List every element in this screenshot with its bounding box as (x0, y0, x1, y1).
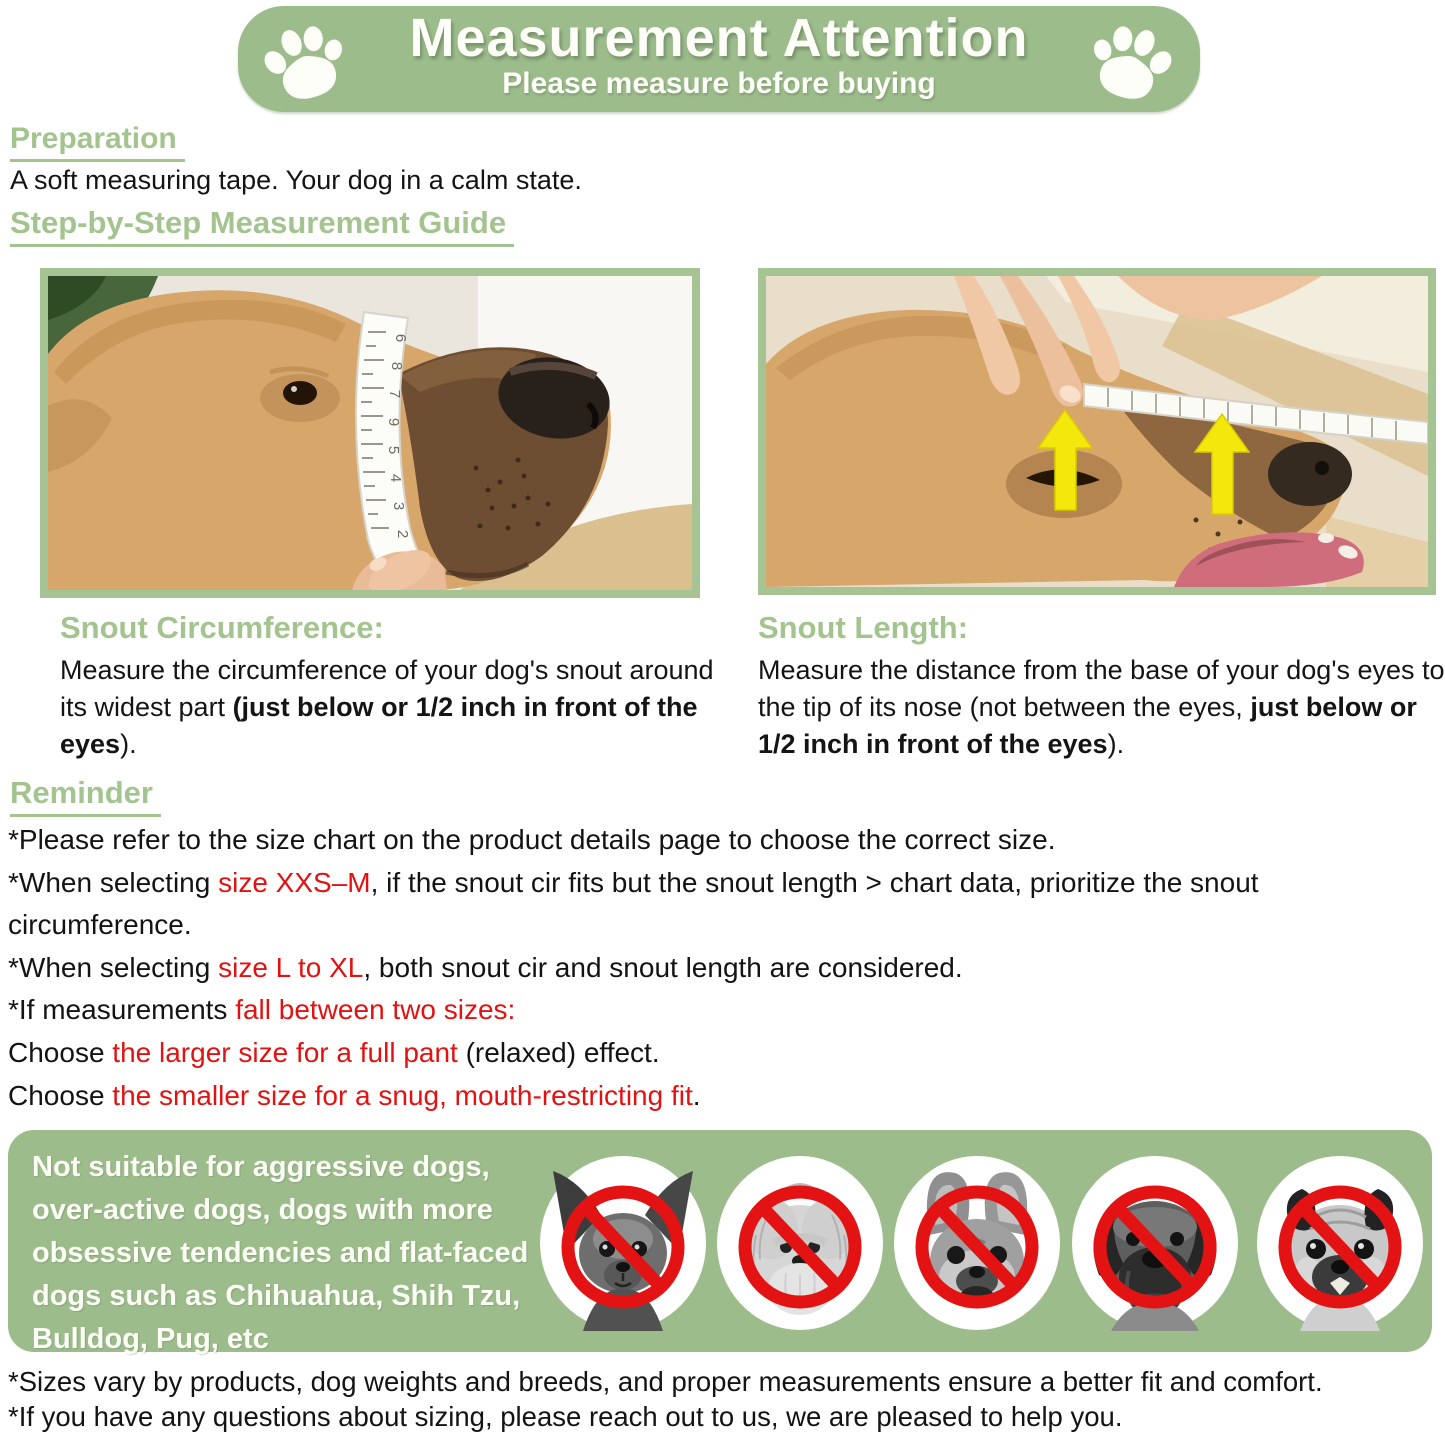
tape-digit: 9 (385, 417, 402, 427)
warning-line: dogs such as Chihuahua, Shih Tzu, (32, 1280, 521, 1312)
reminder-item: Choose the smaller size for a snug, mouth-restricting fit. (8, 1079, 701, 1111)
warning-text (32, 1146, 528, 1361)
warning-line: obsessive tendencies and flat-faced (32, 1237, 529, 1269)
tape-digit: 3 (390, 501, 407, 511)
reminder-list (8, 819, 1442, 1117)
reminder-item: *When selecting size L to XL, both snout cir and snout length are considered. (8, 951, 963, 983)
preparation-text: A soft measuring tape. Your dog in a calm state. (10, 165, 582, 195)
warning-line: Not suitable for aggressive dogs, (32, 1151, 490, 1183)
prohibited-chihuahua-badge (539, 1155, 707, 1331)
tape-digit: 4 (387, 473, 404, 483)
highlighted-size-range: size L to XL (218, 951, 364, 983)
caption-bold-text: (just below or 1/2 inch in front of the eyes (60, 692, 698, 759)
highlighted-note: the smaller size for a snug, mouth-restricting fit (112, 1079, 693, 1111)
footnote-line: *If you have any questions about sizing, please reach out to us, we are pleased to help you. (8, 1401, 1123, 1432)
tape-digit: 2 (394, 529, 411, 539)
not-suitable-warning-box (8, 1130, 1432, 1355)
warning-line: Bulldog, Pug, etc (32, 1323, 269, 1355)
photo-snout-circumference (40, 268, 700, 598)
tape-digit: 6 (392, 333, 409, 343)
dog-measure-circumference-illustration (48, 276, 692, 590)
snout-circumference-text (60, 652, 722, 763)
warning-line: over-active dogs, dogs with more (32, 1194, 493, 1226)
prohibited-french-bulldog-badge (893, 1155, 1061, 1331)
reminder-item: *If measurements fall between two sizes: (8, 994, 516, 1026)
footnotes (8, 1364, 1323, 1434)
snout-length-text (758, 652, 1445, 763)
highlighted-size-range: size XXS–M (218, 866, 371, 898)
prohibited-pug-badge (1256, 1155, 1424, 1331)
reminder-item: Choose the larger size for a full pant (relaxed) effect. (8, 1036, 660, 1068)
footnote-line: *Sizes vary by products, dog weights and breeds, and proper measurements ensure a better fit and comfort. (8, 1366, 1323, 1397)
caption-normal-text: Measure the distance from the base of your dog's eyes to the tip of its nose (not between the eyes, (758, 655, 1445, 722)
prohibited-shih-tzu-badge (716, 1155, 884, 1331)
tape-digit: 5 (385, 445, 402, 455)
highlighted-note: fall between two sizes: (235, 994, 516, 1026)
caption-end-text: ). (1107, 729, 1125, 759)
prohibited-bullmastiff-badge (1071, 1155, 1239, 1331)
reminder-item: *When selecting size XXS–M, if the snout cir fits but the snout length > chart data, prioritize the snout circumference. (8, 866, 1259, 941)
highlighted-note: the larger size for a full pant (112, 1036, 458, 1068)
preparation-heading: Preparation (10, 122, 185, 162)
caption-bold-text: just below or 1/2 inch in front of the eyes (758, 692, 1417, 759)
snout-circumference-heading: Snout Circumference: (60, 610, 384, 645)
photo-snout-length (758, 268, 1436, 595)
caption-normal-text: Measure the circumference of your dog's snout around its widest part (60, 655, 714, 722)
header-banner (238, 6, 1200, 112)
snout-length-heading: Snout Length: (758, 610, 969, 645)
banner-subtitle: Please measure before buying (502, 66, 936, 100)
reminder-item: *Please refer to the size chart on the product details page to choose the correct size. (8, 824, 1056, 855)
banner-title: Measurement Attention (409, 8, 1029, 68)
tape-digit: 7 (386, 389, 403, 399)
dog-measure-length-illustration (766, 276, 1428, 587)
tape-digit: 8 (388, 361, 405, 371)
caption-end-text: ). (120, 729, 137, 759)
reminder-heading: Reminder (10, 776, 161, 817)
guide-heading: Step-by-Step Measurement Guide (10, 206, 514, 247)
